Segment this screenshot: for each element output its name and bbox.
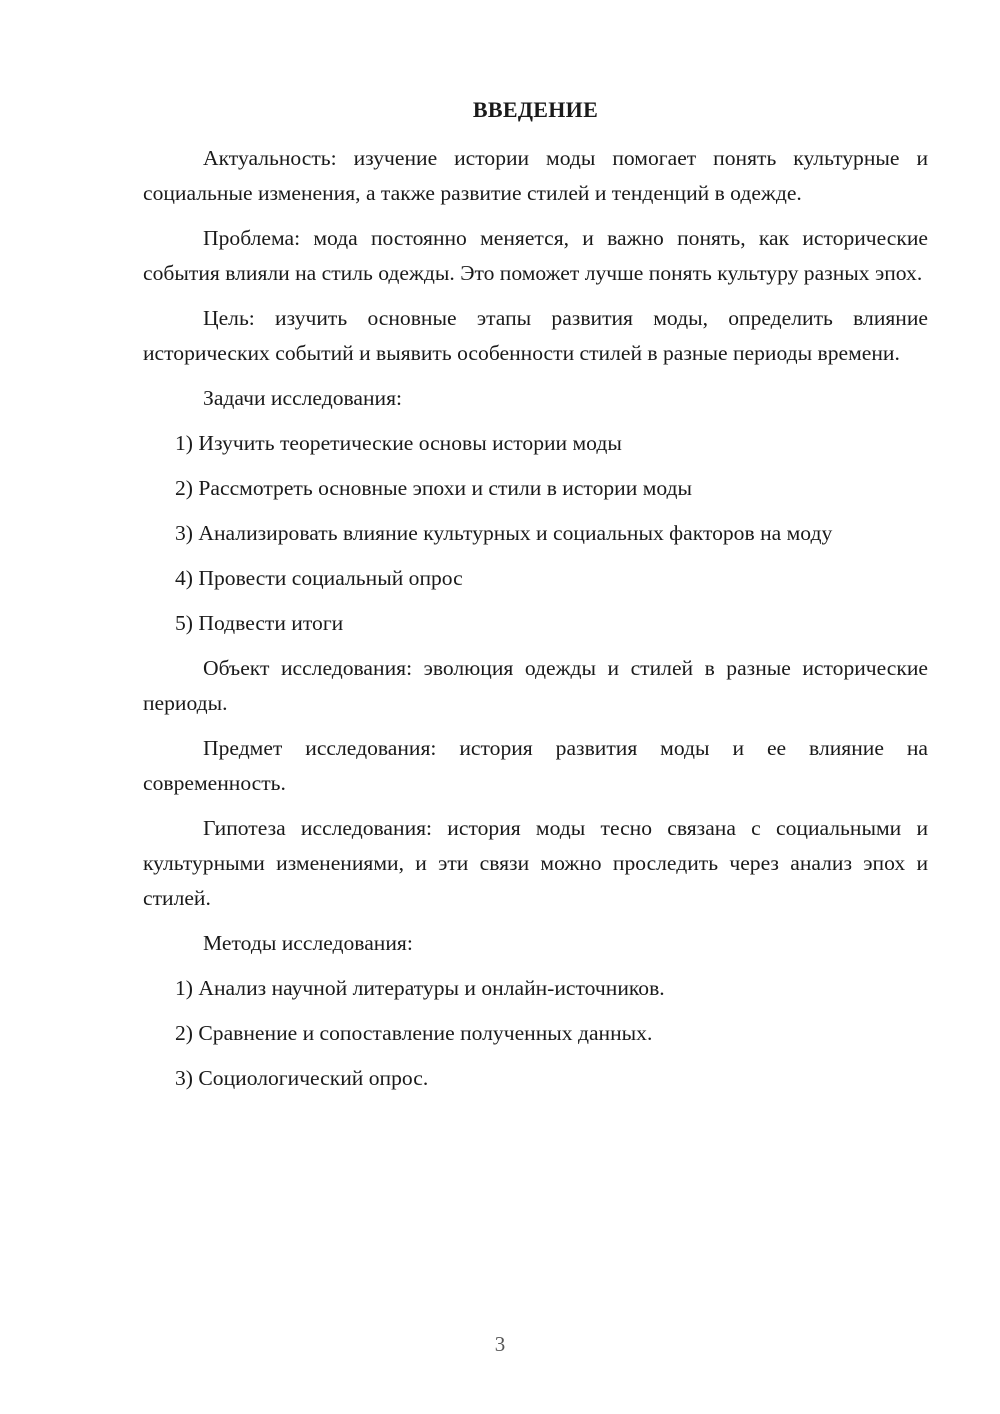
page-number: 3 xyxy=(494,1332,506,1356)
object-paragraph: Объект исследования: эволюция одежды и стилей в разные исторические периоды. xyxy=(143,656,928,715)
hypothesis-paragraph: Гипотеза исследования: история моды тесно связана с социальными и культурными изменениями, и эти связи можно проследить через анализ эпох и стилей. xyxy=(143,816,928,910)
method-item-2: 2) Сравнение и сопоставление полученных данных. xyxy=(175,1021,653,1045)
relevance-paragraph: Актуальность: изучение истории моды помогает понять культурные и социальные изменения, а также развитие стилей и тенденций в одежде. xyxy=(143,146,928,205)
problem-paragraph: Проблема: мода постоянно меняется, и важно понять, как исторические события влияли на стиль одежды. Это поможет лучше понять культуру разных эпох. xyxy=(143,226,928,285)
document-page xyxy=(143,95,928,1106)
goal-paragraph: Цель: изучить основные этапы развития моды, определить влияние исторических событий и выявить особенности стилей в разные периоды времени. xyxy=(143,306,928,365)
task-item-1: 1) Изучить теоретические основы истории моды xyxy=(175,431,622,455)
subject-paragraph: Предмет исследования: история развития моды и ее влияние на современность. xyxy=(143,736,928,795)
methods-heading: Методы исследования: xyxy=(203,931,413,955)
task-item-2: 2) Рассмотреть основные эпохи и стили в истории моды xyxy=(175,476,693,500)
task-item-4: 4) Провести социальный опрос xyxy=(175,566,463,590)
task-item-3: 3) Анализировать влияние культурных и социальных факторов на моду xyxy=(175,521,833,545)
method-item-3: 3) Социологический опрос. xyxy=(175,1066,429,1090)
method-item-1: 1) Анализ научной литературы и онлайн-источников. xyxy=(175,976,665,1000)
section-title: ВВЕДЕНИЕ xyxy=(472,97,599,122)
task-item-5: 5) Подвести итоги xyxy=(175,611,344,635)
tasks-heading: Задачи исследования: xyxy=(203,386,403,410)
